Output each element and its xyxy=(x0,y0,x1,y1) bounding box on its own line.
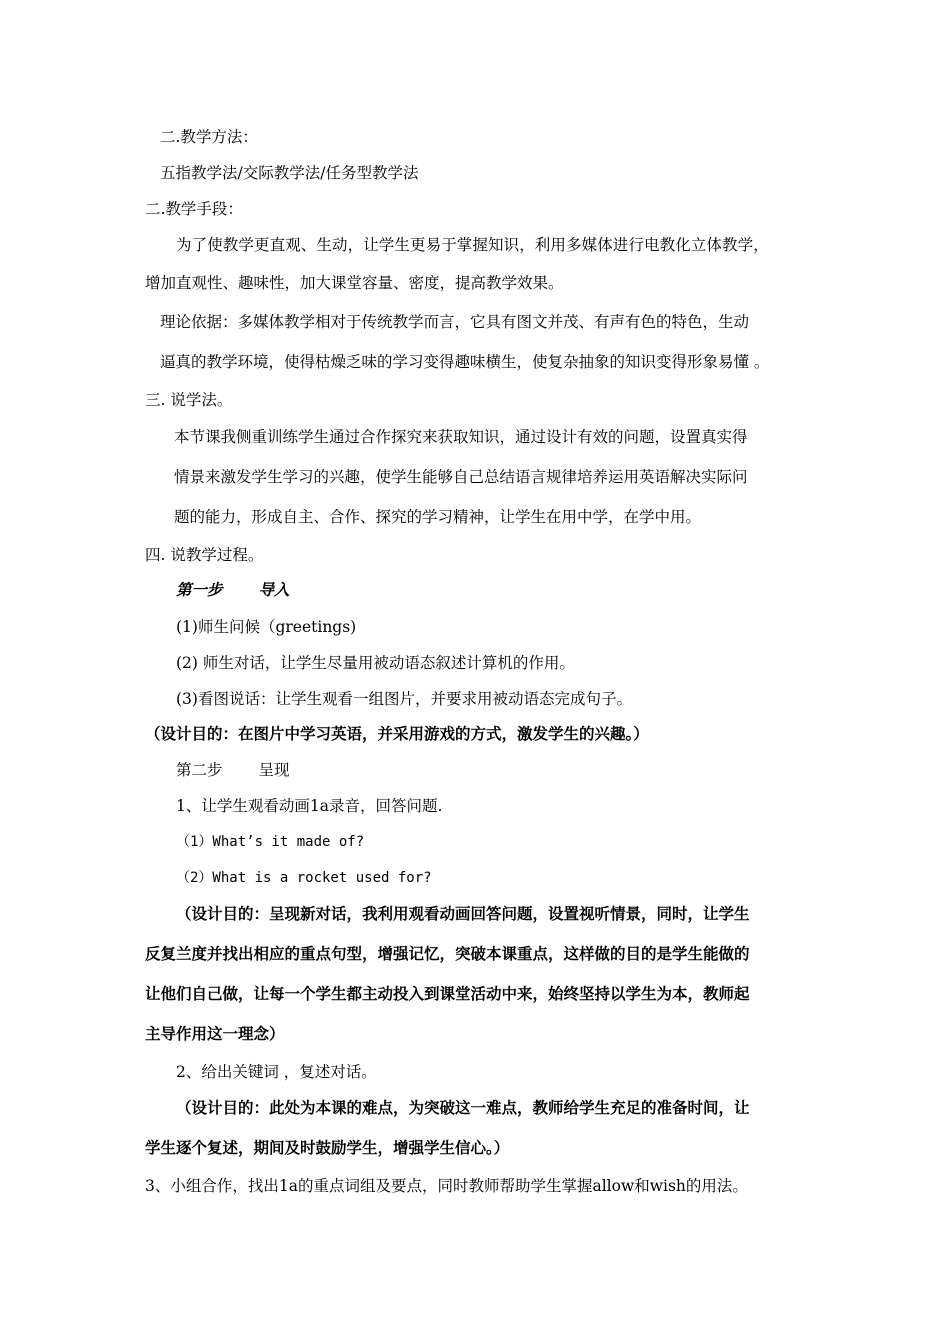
paragraph-line: 本节课我侧重训练学生通过合作探究来获取知识，通过设计有效的问题，设置真实得 xyxy=(174,428,748,446)
step-two-heading xyxy=(176,760,290,780)
step-title: 呈现 xyxy=(258,761,290,779)
list-item: (3)看图说话：让学生观看一组图片，并要求用被动语态完成句子。 xyxy=(176,690,632,708)
section-heading-teaching-means: 二.教学手段： xyxy=(145,200,243,218)
section-heading-learning-method: 三. 说学法。 xyxy=(145,391,233,409)
design-purpose-note: 让他们自己做，让每一个学生都主动投入到课堂活动中来，始终坚持以学生为本，教师起 xyxy=(145,984,750,1003)
step-label: 第二步 xyxy=(176,761,223,779)
list-item: 2、给出关键词 ，复述对话。 xyxy=(176,1063,377,1081)
paragraph-line: 增加直观性、趣味性，加大课堂容量、密度，提高教学效果。 xyxy=(145,274,564,292)
list-item: (1)师生问候（greetings) xyxy=(176,618,357,636)
paragraph-line: 题的能力，形成自主、合作、探究的学习精神，让学生在用中学，在学中用。 xyxy=(174,508,702,526)
list-item: 1、让学生观看动画1a录音，回答问题. xyxy=(176,797,443,815)
section-heading-teaching-method: 二.教学方法： xyxy=(160,128,258,146)
question-item: （2）What is a rocket used for? xyxy=(176,870,432,886)
section-heading-teaching-process: 四. 说教学过程。 xyxy=(145,546,264,564)
design-purpose-note: 主导作用这一理念） xyxy=(145,1024,285,1043)
question-item: （1）What’s it made of? xyxy=(176,834,365,850)
paragraph-line: 逼真的教学环境，使得枯燥乏味的学习变得趣味横生，使复杂抽象的知识变得形象易懂 。 xyxy=(160,353,770,371)
step-label: 第一步 xyxy=(176,580,223,599)
list-item: 3、小组合作，找出1a的重点词组及要点，同时教师帮助学生掌握allow和wish的用法。 xyxy=(145,1177,748,1195)
paragraph-line: 理论依据：多媒体教学相对于传统教学而言，它具有图文并茂、有声有色的特色，生动 xyxy=(160,313,750,331)
paragraph-line: 为了使教学更直观、生动，让学生更易于掌握知识，利用多媒体进行电教化立体教学， xyxy=(176,236,769,254)
list-item: (2) 师生对话，让学生尽量用被动语态叙述计算机的作用。 xyxy=(176,654,575,672)
design-purpose-note: （设计目的：呈现新对话，我利用观看动画回答问题，设置视听情景，同时，让学生 xyxy=(176,904,750,923)
step-one-heading xyxy=(176,580,290,600)
design-purpose-note: 反复兰度并找出相应的重点句型，增强记忆，突破本课重点，这样做的目的是学生能做的 xyxy=(145,944,750,963)
step-title: 导入 xyxy=(258,580,290,599)
design-purpose-note: （设计目的：在图片中学习英语，并采用游戏的方式，激发学生的兴趣。） xyxy=(145,724,649,743)
design-purpose-note: （设计目的：此处为本课的难点，为突破这一难点，教师给学生充足的准备时间，让 xyxy=(176,1098,750,1117)
design-purpose-note: 学生逐个复述，期间及时鼓励学生，增强学生信心。） xyxy=(145,1138,510,1157)
paragraph-line: 五指教学法/交际教学法/任务型教学法 xyxy=(160,164,419,182)
paragraph-line: 情景来激发学生学习的兴趣，使学生能够自己总结语言规律培养运用英语解决实际问 xyxy=(174,468,748,486)
